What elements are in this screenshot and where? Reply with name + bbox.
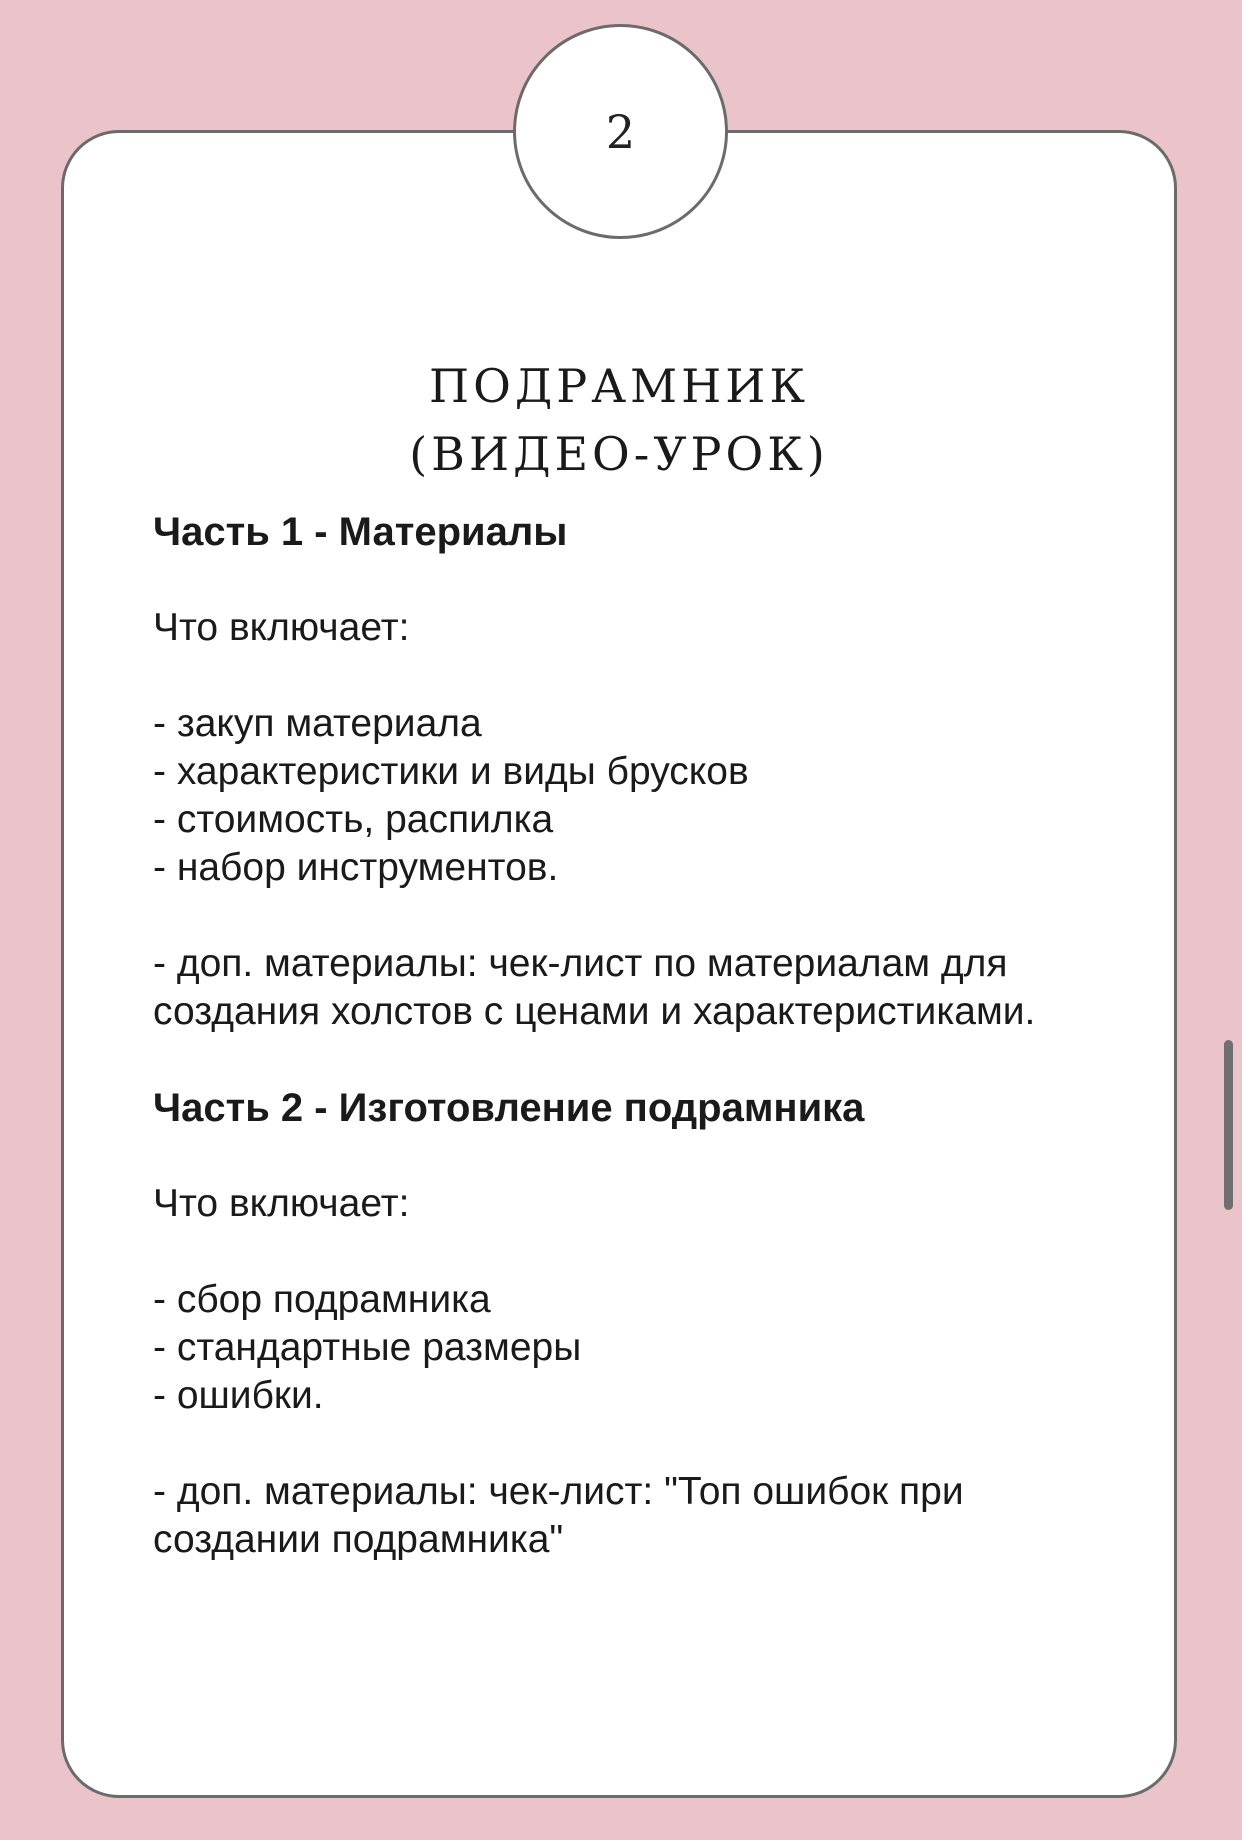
section-part-2 (153, 1084, 1113, 1564)
step-number: 2 (605, 104, 636, 159)
lesson-description (153, 508, 1113, 1564)
step-number-badge (513, 24, 728, 239)
extra-materials: - доп. материалы: чек-лист по материалам для создания холстов с ценами и характеристиками. (153, 942, 1036, 1033)
list-item: - набор инструментов. (153, 846, 559, 889)
list-item: - характеристики и виды брусков (153, 750, 749, 793)
list-item: - ошибки. (153, 1374, 324, 1417)
list-item: - стоимость, распилка (153, 798, 554, 841)
section-intro: Что включает: (153, 1182, 410, 1225)
list-item: - закуп материала (153, 702, 482, 745)
section-heading: Часть 2 - Изготовление подрамника (153, 1086, 865, 1130)
section-part-1 (153, 508, 1113, 1036)
scrollbar[interactable] (1224, 1040, 1233, 1210)
list-item: - стандартные размеры (153, 1326, 582, 1369)
section-heading: Часть 1 - Материалы (153, 510, 568, 554)
extra-materials: - доп. материалы: чек-лист: "Топ ошибок при создании подрамника" (153, 1470, 964, 1561)
page-title (61, 352, 1177, 488)
title-line-1: ПОДРАМНИК (429, 359, 809, 413)
list-item: - сбор подрамника (153, 1278, 491, 1321)
title-line-2: (ВИДЕО-УРОК) (409, 427, 829, 481)
section-intro: Что включает: (153, 606, 410, 649)
